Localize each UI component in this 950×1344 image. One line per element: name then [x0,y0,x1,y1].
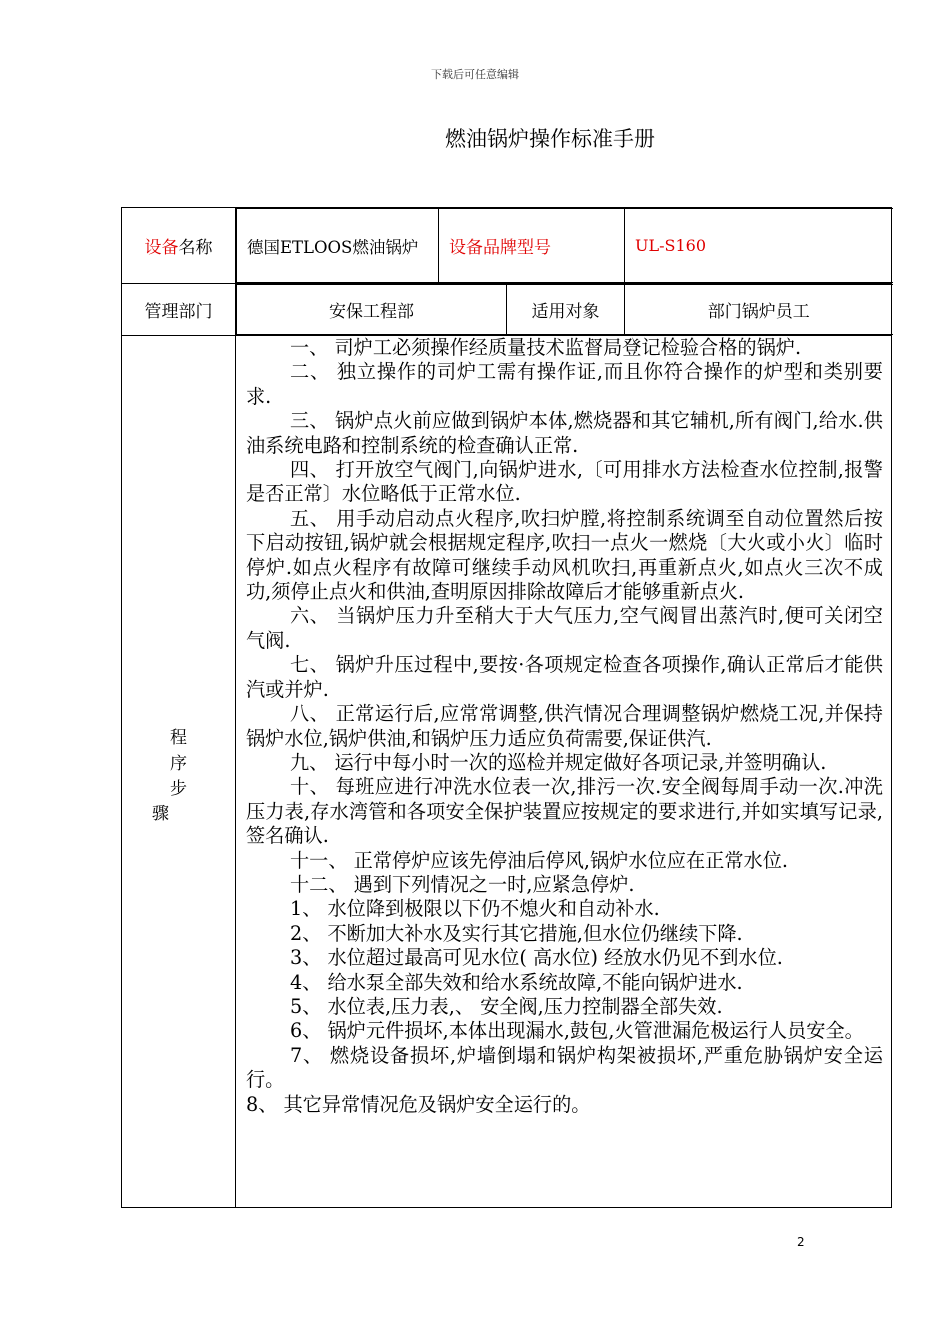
step-item: 八、 正常运行后,应常常调整,供汽情况合理调整锅炉燃烧工况,并保持锅炉水位,锅炉供油,和锅炉压力适应负荷需要,保证供汽. [246,702,883,750]
dept-label: 管理部门 [122,284,236,336]
steps-label-char: 程 [170,728,187,748]
steps-content [236,336,892,1208]
steps-label-char: 序 [170,754,187,774]
model-value: UL-S160 [625,209,893,283]
step-item: 五、 用手动启动点火程序,吹扫炉膛,将控制系统调至自动位置然后按下启动按钮,锅炉就会根据规定程序,吹扫一点火一燃烧〔大火或小火〕临时停炉.如点火程序有故障可继续手动风机吹扫,再重新点火,如点火三次不成功,须停止点火和供油,查明原因排除故障后才能够重新点火. [246,506,883,604]
target-value: 部门锅炉员工 [625,285,893,335]
step-item: 二、 独立操作的司炉工需有操作证,而且你符合操作的炉型和类别要求. [246,360,883,408]
equipment-label [122,208,236,284]
table-row-equipment [122,208,892,284]
sub-step-item: 3、 水位超过最高可见水位( 高水位) 经放水仍见不到水位. [290,946,783,970]
step-item: 一、 司炉工必须操作经质量技术监督局登记检验合格的锅炉. [290,336,802,359]
table-row-steps [122,336,892,1208]
dept-value: 安保工程部 [237,285,507,335]
step-item: 四、 打开放空气阀门,向锅炉进水,〔可用排水方法检查水位控制,报警是否正常〕水位略低于正常水位. [246,458,883,506]
info-table [121,207,892,1208]
steps-label-char: 骤 [152,804,169,824]
last-step-item: 8、 其它异常情况危及锅炉安全运行的。 [246,1092,591,1116]
equipment-label-red: 设备 [144,238,179,258]
steps-label-char: 步 [170,779,187,799]
step-item: 七、 锅炉升压过程中,要按·各项规定检查各项操作,确认正常后才能供汽或并炉. [246,653,883,701]
step-item: 九、 运行中每小时一次的巡检并规定做好各项记录,并签明确认. [290,750,827,774]
page-number: 2 [797,1235,805,1249]
equipment-label-rest: 名称 [178,238,213,258]
document-title: 燃油锅炉操作标准手册 [445,127,655,151]
step-item: 十、 每班应进行冲洗水位表一次,排污一次.安全阀每周手动一次.冲洗压力表,存水湾管和各项安全保护装置应按规定的要求进行,并如实填写记录,签名确认. [246,775,883,848]
sub-step-item: 4、 给水泵全部失效和给水系统故障,不能向锅炉进水. [290,970,743,994]
target-label: 适用对象 [507,285,625,335]
table-row-department [122,284,892,336]
header-note: 下载后可任意编辑 [431,68,519,81]
steps-label [122,336,236,1208]
model-label: 设备品牌型号 [439,209,625,283]
equipment-name: 德国ETLOOS燃油锅炉 [237,209,439,283]
step-item: 十二、 遇到下列情况之一时,应紧急停炉. [290,872,635,896]
step-item: 十一、 正常停炉应该先停油后停风,锅炉水位应在正常水位. [290,848,788,872]
sub-step-item: 6、 锅炉元件损坏,本体出现漏水,鼓包,火管泄漏危极运行人员安全。 [290,1019,864,1043]
sub-step-item: 1、 水位降到极限以下仍不熄火和自动补水. [290,897,660,921]
step-item: 六、 当锅炉压力升至稍大于大气压力,空气阀冒出蒸汽时,便可关闭空气阀. [246,604,883,652]
sub-step-item: 2、 不断加大补水及实行其它措施,但水位仍继续下降. [290,921,743,945]
sub-step-item: 5、 水位表,压力表,、 安全阀,压力控制器全部失效. [290,994,723,1018]
sub-step-item: 7、 燃烧设备损坏,炉墙倒塌和锅炉构架被损坏,严重危胁锅炉安全运行。 [246,1043,883,1092]
step-item: 三、 锅炉点火前应做到锅炉本体,燃烧器和其它辅机,所有阀门,给水.供油系统电路和控制系统的检查确认正常. [246,409,883,457]
